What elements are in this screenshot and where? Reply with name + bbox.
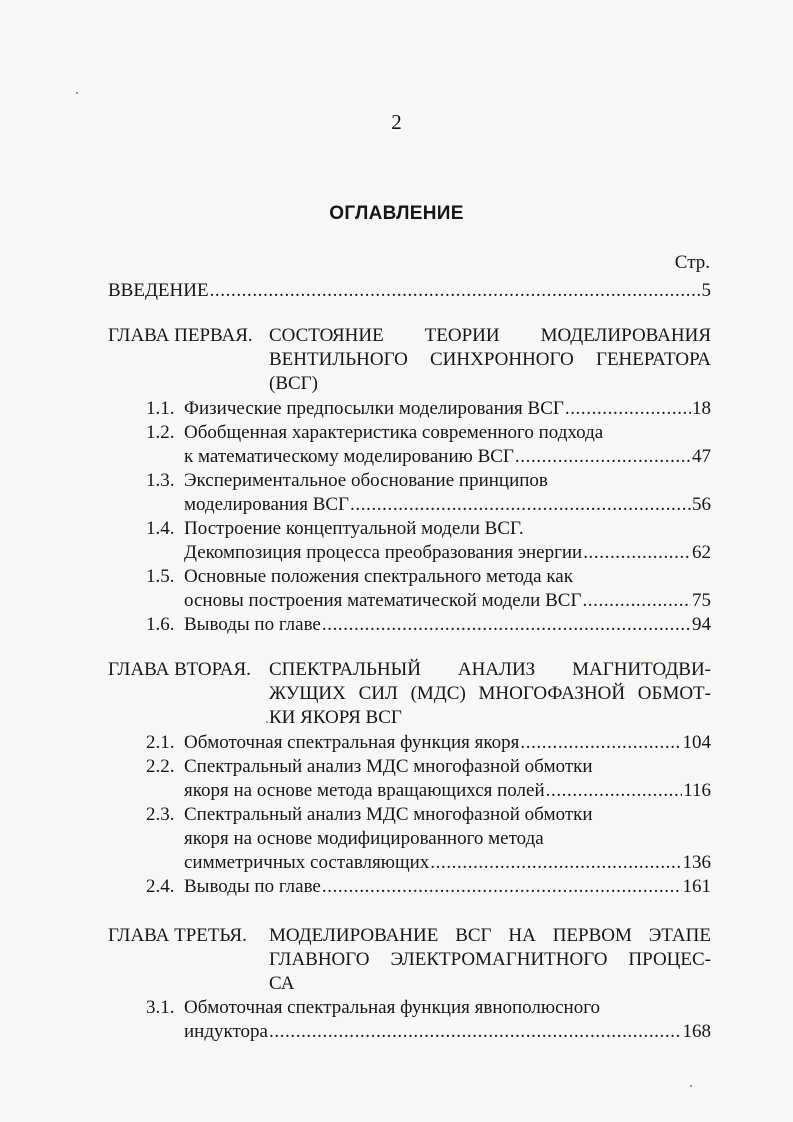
- section-entry: [184, 1020, 711, 1044]
- toc-entry-intro[interactable]: [108, 279, 711, 303]
- chapter-title-line: (ВСГ): [269, 373, 318, 394]
- section-title: симметричных составляющих: [184, 852, 430, 873]
- toc-section[interactable]: [146, 875, 711, 899]
- chapter-title-line: СПЕКТРАЛЬНЫЙ АНАЛИЗ МАГНИТОДВИ-: [269, 659, 711, 680]
- section-number: 1.6.: [146, 614, 175, 635]
- leader-dots: [565, 397, 691, 421]
- section-title: Обмоточная спектральная функция якоря: [184, 732, 520, 753]
- chapter-label: ГЛАВА ПЕРВАЯ.: [108, 325, 253, 346]
- section-entry: [184, 397, 711, 421]
- section-title-line: Экспериментальное обоснование принципов: [184, 470, 548, 491]
- section-title: индуктора: [184, 1021, 268, 1042]
- toc-section[interactable]: [146, 996, 711, 1044]
- section-page: 168: [682, 1021, 711, 1042]
- section-entry: [184, 493, 711, 517]
- toc-section[interactable]: [146, 755, 711, 803]
- section-entry: [184, 445, 711, 469]
- leader-dots: [515, 445, 691, 469]
- section-title: Выводы по главе: [184, 876, 321, 897]
- section-number: 1.2.: [146, 422, 175, 443]
- chapter-title: [269, 924, 711, 996]
- leader-dots: [210, 279, 701, 303]
- section-page: 75: [692, 590, 711, 611]
- section-title-line: Обмоточная спектральная функция явнополюсного: [184, 997, 601, 1018]
- section-number: 1.5.: [146, 566, 175, 587]
- toc-section[interactable]: [146, 397, 711, 421]
- chapter-label: ГЛАВА ВТОРАЯ.: [108, 659, 251, 680]
- section-number: 1.1.: [146, 398, 175, 419]
- scan-speck: [266, 721, 268, 723]
- chapter-title: [269, 658, 711, 730]
- section-entry: [184, 731, 711, 755]
- section-page: 56: [692, 494, 711, 515]
- leader-dots: [520, 731, 681, 755]
- section-page: 18: [692, 398, 711, 419]
- toc-section[interactable]: [146, 421, 711, 469]
- section-number: 2.2.: [146, 756, 175, 777]
- section-title: Декомпозиция процесса преобразования энергии: [184, 542, 583, 563]
- toc-section[interactable]: [146, 731, 711, 755]
- chapter-label: ГЛАВА ТРЕТЬЯ.: [108, 925, 247, 946]
- toc-section[interactable]: [146, 469, 711, 517]
- section-title-line: Спектральный анализ МДС многофазной обмотки: [184, 804, 593, 825]
- chapter-title-line: СОСТОЯНИЕ ТЕОРИИ МОДЕЛИРОВАНИЯ: [269, 325, 711, 346]
- leader-dots: [546, 779, 683, 803]
- section-title-line: Обобщенная характеристика современного подхода: [184, 422, 604, 443]
- page-number: 2: [391, 110, 402, 134]
- page-column-label: Стр.: [674, 252, 710, 273]
- chapter-title-line: СА: [269, 973, 295, 994]
- toc-section[interactable]: [146, 803, 711, 875]
- section-title: основы построения математической модели ВСГ: [184, 590, 582, 611]
- section-page: 104: [682, 732, 711, 753]
- section-page: 62: [692, 542, 711, 563]
- section-entry: [184, 541, 711, 565]
- section-title: моделирования ВСГ: [184, 494, 350, 515]
- leader-dots: [583, 541, 691, 565]
- chapter-title: [269, 324, 711, 396]
- section-number: 2.1.: [146, 732, 175, 753]
- section-title: Выводы по главе: [184, 614, 321, 635]
- section-entry: [184, 875, 711, 899]
- toc-entry-page: 5: [701, 280, 711, 301]
- section-number: 3.1.: [146, 997, 175, 1018]
- scan-speck: [76, 92, 78, 94]
- scan-speck: [690, 1085, 692, 1087]
- section-entry: [184, 589, 711, 613]
- leader-dots: [269, 1020, 682, 1044]
- section-number: 1.4.: [146, 518, 175, 539]
- section-title: к математическому моделированию ВСГ: [184, 446, 514, 467]
- chapter-title-line: МОДЕЛИРОВАНИЕ ВСГ НА ПЕРВОМ ЭТАПЕ: [269, 925, 711, 946]
- toc-section[interactable]: [146, 613, 711, 637]
- toc-section[interactable]: [146, 517, 711, 565]
- leader-dots: [430, 851, 681, 875]
- section-page: 136: [682, 852, 711, 873]
- section-page: 116: [683, 780, 711, 801]
- toc-title: ОГЛАВЛЕНИЕ: [329, 203, 464, 224]
- section-title: якоря на основе метода вращающихся полей: [184, 780, 545, 801]
- section-title-line: Построение концептуальной модели ВСГ.: [184, 518, 524, 539]
- section-title-line: Спектральный анализ МДС многофазной обмотки: [184, 756, 593, 777]
- section-number: 1.3.: [146, 470, 175, 491]
- section-number: 2.4.: [146, 876, 175, 897]
- section-page: 161: [682, 876, 711, 897]
- chapter-title-line: ВЕНТИЛЬНОГО СИНХРОННОГО ГЕНЕРАТОРА: [269, 349, 711, 370]
- leader-dots: [322, 875, 682, 899]
- leader-dots: [322, 613, 691, 637]
- toc-section[interactable]: [146, 565, 711, 613]
- section-title: Физические предпосылки моделирования ВСГ: [184, 398, 564, 419]
- section-number: 2.3.: [146, 804, 175, 825]
- toc-entry-title: ВВЕДЕНИЕ: [108, 280, 209, 301]
- leader-dots: [350, 493, 691, 517]
- section-page: 47: [692, 446, 711, 467]
- chapter-title-line: ГЛАВНОГО ЭЛЕКТРОМАГНИТНОГО ПРОЦЕС-: [269, 949, 711, 970]
- section-title-line: якоря на основе модифицированного метода: [184, 828, 544, 849]
- chapter-title-line: ЖУЩИХ СИЛ (МДС) МНОГОФАЗНОЙ ОБМОТ-: [269, 683, 711, 704]
- section-entry: [184, 779, 711, 803]
- chapter-title-line: КИ ЯКОРЯ ВСГ: [269, 707, 402, 728]
- section-entry: [184, 613, 711, 637]
- section-page: 94: [692, 614, 711, 635]
- section-title-line: Основные положения спектрального метода как: [184, 566, 573, 587]
- leader-dots: [582, 589, 691, 613]
- section-entry: [184, 851, 711, 875]
